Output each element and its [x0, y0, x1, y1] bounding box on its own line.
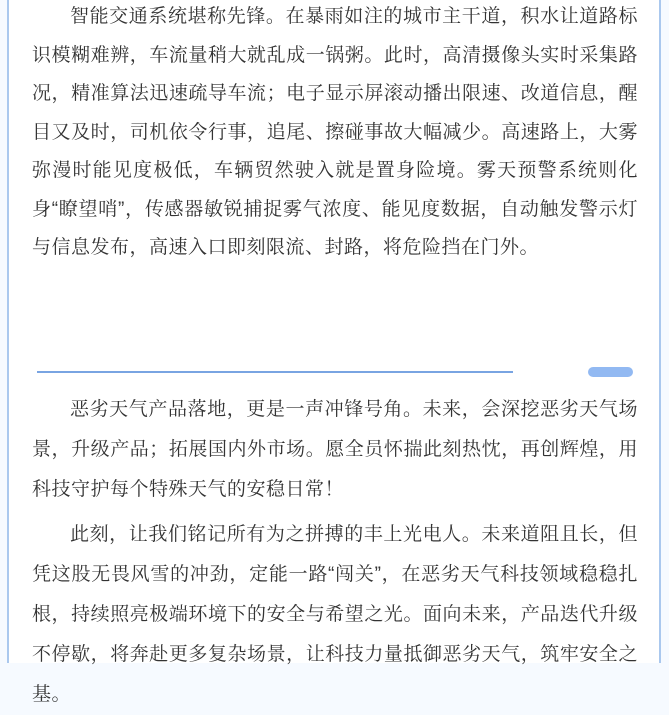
- document-page: [7, 0, 661, 663]
- document-content: [9, 0, 659, 715]
- divider-line: [37, 371, 513, 373]
- paragraph-product-outlook: 恶劣天气产品落地，更是一声冲锋号角。未来，会深挖恶劣天气场景，升级产品；拓展国内外市场。愿全员怀揣此刻热忱，再创辉煌，用科技守护每个特殊天气的安稳日常！: [32, 390, 638, 510]
- divider-pill: [588, 367, 633, 377]
- paragraph-closing: 此刻，让我们铭记所有为之拼搏的丰上光电人。未来道阻且长，但凭这股无畏风雪的冲劲，定能一路“闯关”，在恶劣天气科技领域稳稳扎根，持续照亮极端环境下的安全与希望之光。面向未来，产品迭代升级不停歇，将奔赴更多复杂场景，让科技力量抵御恶劣天气，筑牢安全之基。: [32, 515, 638, 715]
- paragraph-smart-traffic: 智能交通系统堪称先锋。在暴雨如注的城市主干道，积水让道路标识模糊难辨，车流量稍大就乱成一锅粥。此时，高清摄像头实时采集路况，精准算法迅速疏导车流；电子显示屏滚动播出限速、改道信息，醒目又及时，司机依令行事，追尾、擦碰事故大幅减少。高速路上，大雾弥漫时能见度极低，车辆贸然驶入就是置身险境。雾天预警系统则化身“瞭望哨”，传感器敏锐捕捉雾气浓度、能见度数据，自动触发警示灯与信息发布，高速入口即刻限流、封路，将危险挡在门外。: [32, 0, 638, 268]
- section-divider: [32, 367, 638, 377]
